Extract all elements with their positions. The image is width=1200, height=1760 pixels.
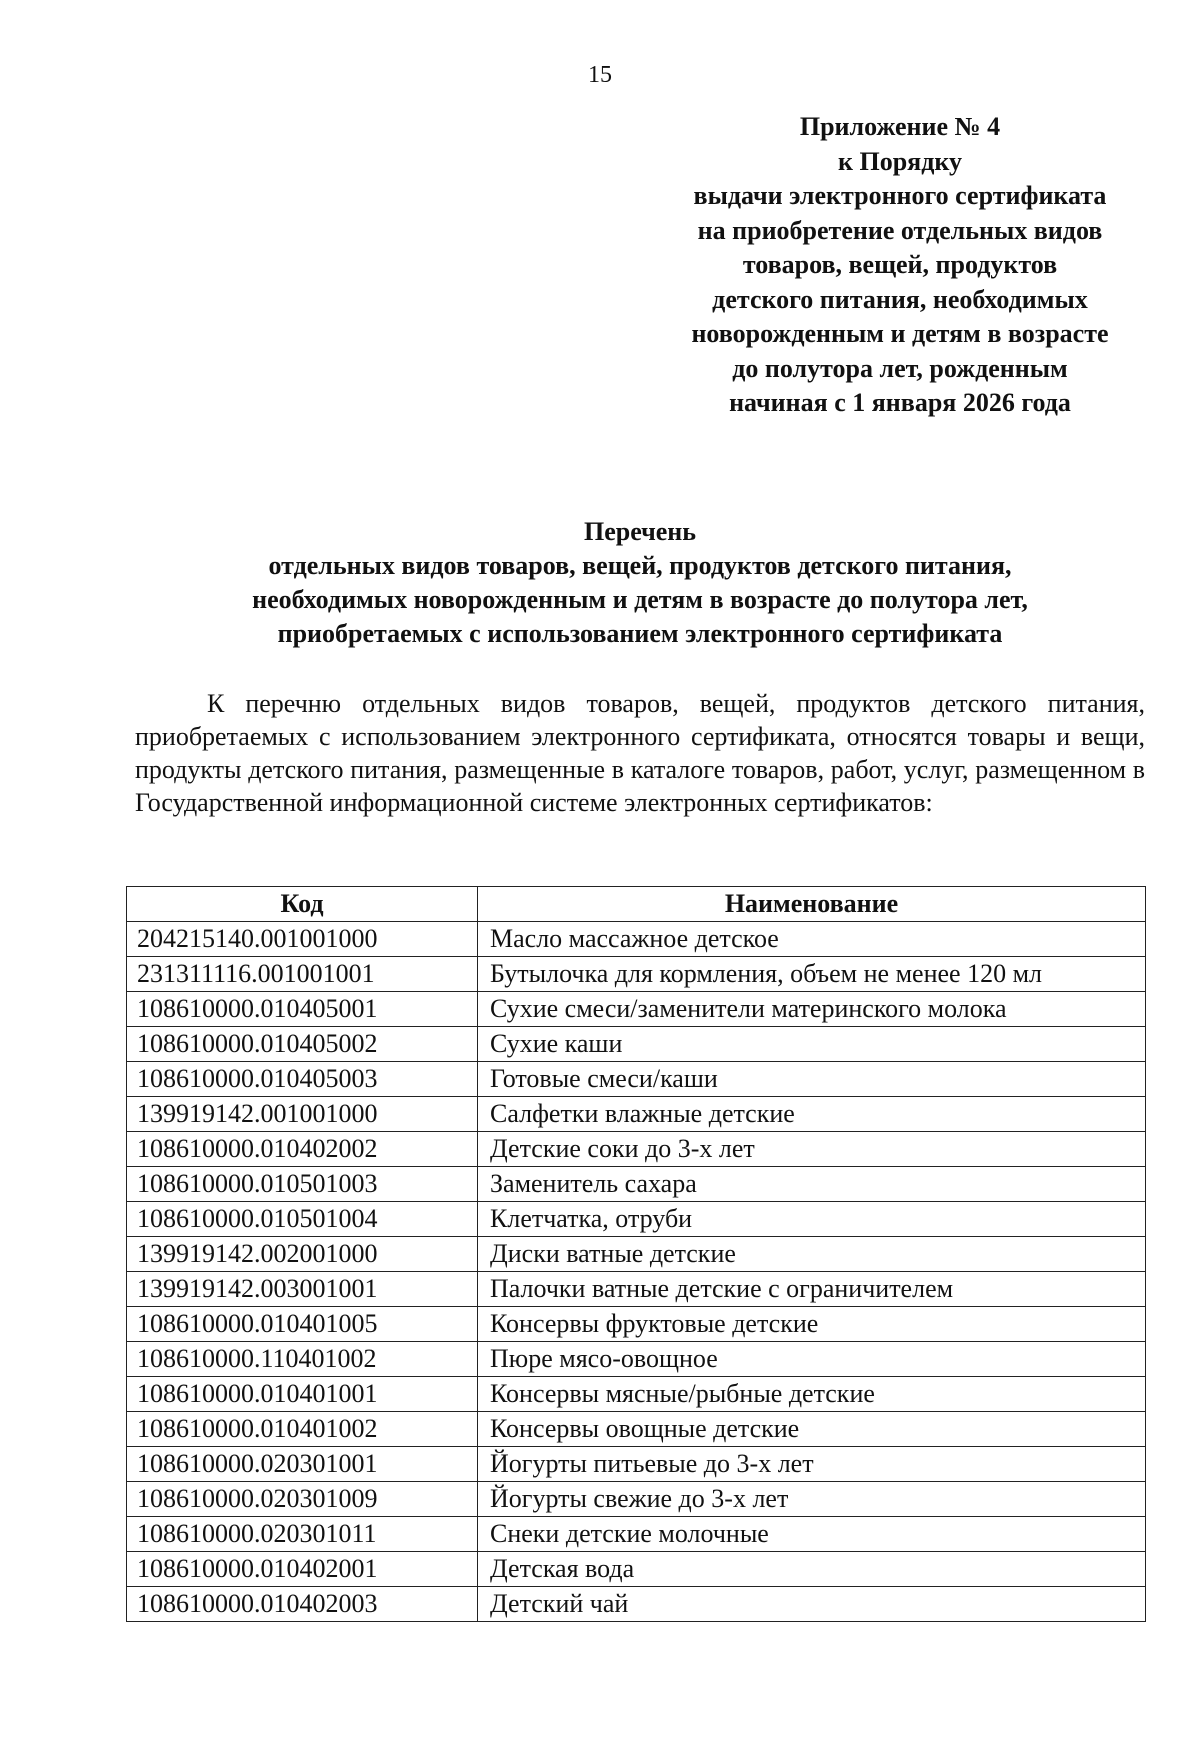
- row-code: 108610000.020301011: [127, 1517, 478, 1552]
- row-code: 108610000.010501003: [127, 1167, 478, 1202]
- row-code: 139919142.003001001: [127, 1272, 478, 1307]
- row-code: 204215140.001001000: [127, 922, 478, 957]
- table-row: [127, 1482, 1146, 1517]
- appendix-header: [660, 110, 1140, 421]
- row-name: Масло массажное детское: [478, 922, 1146, 957]
- page-number: 15: [588, 62, 612, 88]
- row-name: Диски ватные детские: [478, 1237, 1146, 1272]
- table-row: [127, 1517, 1146, 1552]
- row-name: Йогурты питьевые до 3-х лет: [478, 1447, 1146, 1482]
- list-title-line: необходимых новорожденным и детям в возрасте до полутора лет,: [252, 585, 1028, 614]
- row-code: 108610000.010401001: [127, 1377, 478, 1412]
- row-code: 108610000.010402003: [127, 1587, 478, 1622]
- appendix-line: к Порядку: [838, 146, 962, 176]
- row-code: 108610000.010405002: [127, 1027, 478, 1062]
- row-code: 108610000.110401002: [127, 1342, 478, 1377]
- table-row: [127, 1202, 1146, 1237]
- table-row: [127, 1027, 1146, 1062]
- list-title: [120, 515, 1160, 651]
- row-code: 108610000.010402001: [127, 1552, 478, 1587]
- row-name: Пюре мясо-овощное: [478, 1342, 1146, 1377]
- table-row: [127, 1342, 1146, 1377]
- appendix-line: детского питания, необходимых: [712, 284, 1088, 314]
- table-row: [127, 1272, 1146, 1307]
- row-name: Консервы овощные детские: [478, 1412, 1146, 1447]
- table-body: [127, 922, 1146, 1622]
- row-code: 108610000.020301001: [127, 1447, 478, 1482]
- list-title-line: Перечень: [583, 517, 697, 546]
- row-name: Сухие смеси/заменители материнского молока: [478, 992, 1146, 1027]
- table-row: [127, 1377, 1146, 1412]
- table-row: [127, 1062, 1146, 1097]
- table-row: [127, 992, 1146, 1027]
- row-name: Детский чай: [478, 1587, 1146, 1622]
- list-title-line: приобретаемых с использованием электронного сертификата: [277, 619, 1003, 648]
- header-name: Наименование: [478, 887, 1146, 922]
- row-code: 108610000.010401002: [127, 1412, 478, 1447]
- appendix-line: выдачи электронного сертификата: [693, 181, 1107, 210]
- row-name: Палочки ватные детские с ограничителем: [478, 1272, 1146, 1307]
- row-name: Салфетки влажные детские: [478, 1097, 1146, 1132]
- row-name: Детские соки до 3-х лет: [478, 1132, 1146, 1167]
- row-code: 139919142.001001000: [127, 1097, 478, 1132]
- row-code: 108610000.010401005: [127, 1307, 478, 1342]
- row-code: 231311116.001001001: [127, 957, 478, 992]
- row-name: Сухие каши: [478, 1027, 1146, 1062]
- row-name: Бутылочка для кормления, объем не менее 120 мл: [478, 957, 1146, 992]
- row-code: 108610000.010405003: [127, 1062, 478, 1097]
- table-row: [127, 1237, 1146, 1272]
- table-row: [127, 1307, 1146, 1342]
- row-name: Детская вода: [478, 1552, 1146, 1587]
- table-row: [127, 1552, 1146, 1587]
- header-code: Код: [127, 887, 478, 922]
- appendix-line: на приобретение отдельных видов: [697, 215, 1103, 245]
- list-title-line: отдельных видов товаров, вещей, продуктов детского питания,: [268, 551, 1012, 580]
- row-code: 108610000.020301009: [127, 1482, 478, 1517]
- row-name: Готовые смеси/каши: [478, 1062, 1146, 1097]
- row-name: Йогурты свежие до 3-х лет: [478, 1482, 1146, 1517]
- table-row: [127, 1132, 1146, 1167]
- appendix-line: Приложение № 4: [799, 112, 1001, 141]
- appendix-line: товаров, вещей, продуктов: [742, 250, 1058, 279]
- row-code: 108610000.010402002: [127, 1132, 478, 1167]
- appendix-line: начиная с 1 января 2026 года: [729, 388, 1071, 417]
- row-code: 108610000.010501004: [127, 1202, 478, 1237]
- table-row: [127, 1167, 1146, 1202]
- table-row: [127, 1587, 1146, 1622]
- row-name: Консервы мясные/рыбные детские: [478, 1377, 1146, 1412]
- row-name: Консервы фруктовые детские: [478, 1307, 1146, 1342]
- appendix-line: новорожденным и детям в возрасте: [691, 319, 1109, 348]
- table-row: [127, 957, 1146, 992]
- table-header-row: [127, 887, 1146, 922]
- intro-paragraph: К перечню отдельных видов товаров, вещей, продуктов детского питания, приобретаемых с использованием электронного сертификата, относятся товары и вещи, продукты детского питания, размещенные в каталоге товаров, работ, услуг, размещенном в Государственной информационной системе электронных сертификатов:: [135, 689, 1145, 817]
- row-code: 108610000.010405001: [127, 992, 478, 1027]
- row-name: Клетчатка, отруби: [478, 1202, 1146, 1237]
- table-row: [127, 1412, 1146, 1447]
- appendix-line: до полутора лет, рожденным: [732, 353, 1068, 383]
- row-name: Снеки детские молочные: [478, 1517, 1146, 1552]
- table-row: [127, 922, 1146, 957]
- table-row: [127, 1097, 1146, 1132]
- row-code: 139919142.002001000: [127, 1237, 478, 1272]
- table-row: [127, 1447, 1146, 1482]
- row-name: Заменитель сахара: [478, 1167, 1146, 1202]
- codes-table: [126, 886, 1146, 1622]
